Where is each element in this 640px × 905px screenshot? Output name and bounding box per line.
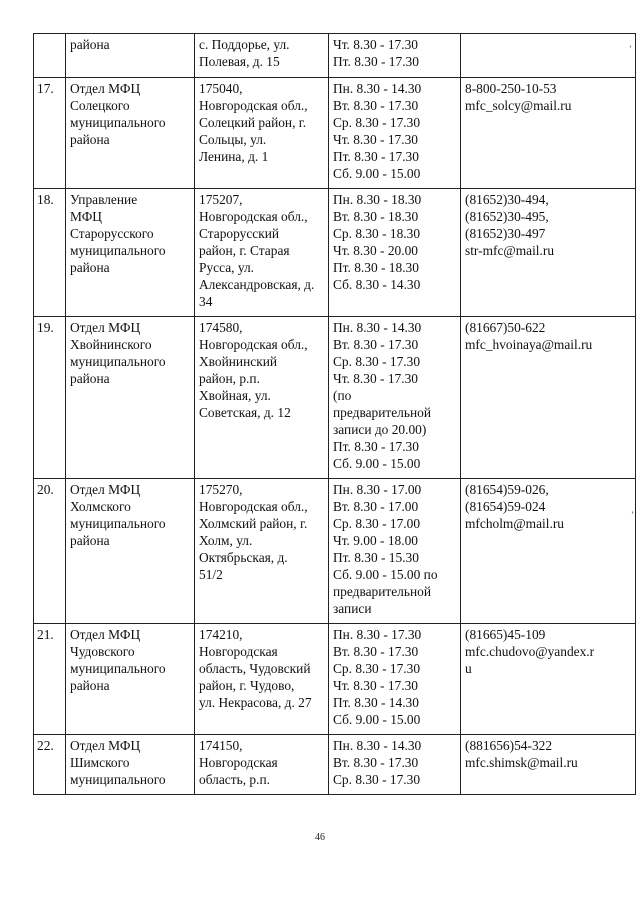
office-name-cell: [66, 735, 195, 795]
hours-line: Пт. 8.30 - 14.30: [333, 695, 419, 710]
hours-line: Пн. 8.30 - 17.30: [333, 627, 422, 642]
address-line: 174150,: [199, 738, 243, 753]
office-name-line: Солецкого: [70, 98, 130, 113]
contacts-cell: [461, 735, 636, 795]
contact-line: mfc.chudovo@yandex.r: [465, 644, 595, 659]
contacts-cell: [461, 317, 636, 479]
hours-line: Вт. 8.30 - 17.30: [333, 755, 419, 770]
office-name-line: Управление: [70, 192, 138, 207]
address-line: Ленина, д. 1: [199, 149, 269, 164]
contact-line: (81665)45-109: [465, 627, 546, 642]
office-name-cell: [66, 189, 195, 317]
address-line: Хвойнинский: [199, 354, 278, 369]
address-line: 51/2: [199, 567, 223, 582]
hours-cell: [329, 189, 461, 317]
hours-line: Пт. 8.30 - 17.30: [333, 439, 419, 454]
hours-line: Ср. 8.30 - 18.30: [333, 226, 421, 241]
hours-line: Вт. 8.30 - 18.30: [333, 209, 419, 224]
address-line: 175207,: [199, 192, 243, 207]
contact-line: (81667)50-622: [465, 320, 546, 335]
office-name-line: Холмского: [70, 499, 131, 514]
address-cell: [195, 189, 329, 317]
office-name-line: района: [70, 260, 110, 275]
contacts-cell: [461, 479, 636, 624]
office-name-line: Чудовского: [70, 644, 135, 659]
contact-line: mfc_hvoinaya@mail.ru: [465, 337, 593, 352]
row-number: 19.: [37, 320, 54, 335]
office-name-line: Отдел МФЦ: [70, 738, 141, 753]
address-line: Хвойная, ул.: [199, 388, 271, 403]
address-line: 174580,: [199, 320, 243, 335]
address-line: Холмский район, г.: [199, 516, 308, 531]
table-row: [34, 735, 636, 795]
address-line: Новгородская обл.,: [199, 98, 308, 113]
office-name-line: Шимского: [70, 755, 130, 770]
hours-line: Вт. 8.30 - 17.30: [333, 337, 419, 352]
address-line: с. Поддорье, ул.: [199, 37, 290, 52]
hours-line: Пт. 8.30 - 17.30: [333, 149, 419, 164]
hours-line: Вт. 8.30 - 17.00: [333, 499, 419, 514]
office-name-line: района: [70, 132, 110, 147]
office-name-cell: [66, 34, 195, 78]
scan-mark: ’: [631, 510, 634, 520]
hours-line: Чт. 8.30 - 17.30: [333, 37, 418, 52]
offices-table-body: [34, 34, 636, 795]
address-line: ул. Некрасова, д. 27: [199, 695, 312, 710]
hours-line: предварительной: [333, 584, 432, 599]
address-line: Октябрьская, д.: [199, 550, 288, 565]
hours-line: (по: [333, 388, 352, 403]
address-cell: [195, 78, 329, 189]
hours-cell: [329, 34, 461, 78]
address-line: область, Чудовский: [199, 661, 311, 676]
hours-line: Сб. 9.00 - 15.00: [333, 456, 421, 471]
hours-line: записи до 20.00): [333, 422, 427, 437]
address-line: 174210,: [199, 627, 243, 642]
address-cell: [195, 735, 329, 795]
office-name-line: муниципального: [70, 243, 166, 258]
hours-line: Пт. 8.30 - 17.30: [333, 54, 419, 69]
row-number-cell: [34, 317, 66, 479]
address-line: Советская, д. 12: [199, 405, 291, 420]
offices-table: [33, 33, 636, 795]
hours-line: Ср. 8.30 - 17.00: [333, 516, 421, 531]
hours-line: Ср. 8.30 - 17.30: [333, 772, 421, 787]
hours-line: Пт. 8.30 - 18.30: [333, 260, 419, 275]
address-line: Холм, ул.: [199, 533, 253, 548]
contact-line: (81652)30-495,: [465, 209, 549, 224]
contact-line: (881656)54-322: [465, 738, 553, 753]
office-name-line: района: [70, 533, 110, 548]
contact-line: (81652)30-497: [465, 226, 546, 241]
contacts-cell: [461, 34, 636, 78]
hours-line: Вт. 8.30 - 17.30: [333, 644, 419, 659]
office-name-line: муниципального: [70, 661, 166, 676]
office-name-line: района: [70, 37, 110, 52]
office-name-cell: [66, 78, 195, 189]
address-line: Новгородская: [199, 755, 278, 770]
address-line: Новгородская обл.,: [199, 337, 308, 352]
office-name-line: района: [70, 678, 110, 693]
office-name-line: Отдел МФЦ: [70, 81, 141, 96]
hours-line: Чт. 8.30 - 17.30: [333, 132, 418, 147]
address-line: район, р.п.: [199, 371, 260, 386]
address-line: Новгородская обл.,: [199, 499, 308, 514]
office-name-line: муниципального: [70, 516, 166, 531]
office-name-cell: [66, 624, 195, 735]
table-row: [34, 78, 636, 189]
address-line: Полевая, д. 15: [199, 54, 280, 69]
hours-line: Пн. 8.30 - 14.30: [333, 738, 422, 753]
hours-cell: [329, 317, 461, 479]
hours-line: Пн. 8.30 - 14.30: [333, 320, 422, 335]
address-cell: [195, 624, 329, 735]
row-number-cell: [34, 189, 66, 317]
address-line: Александровская, д.: [199, 277, 315, 292]
address-line: 175270,: [199, 482, 243, 497]
hours-cell: [329, 624, 461, 735]
address-line: район, г. Старая: [199, 243, 290, 258]
row-number: 18.: [37, 192, 54, 207]
hours-line: Пн. 8.30 - 17.00: [333, 482, 422, 497]
office-name-line: Отдел МФЦ: [70, 482, 141, 497]
row-number: 22.: [37, 738, 54, 753]
contact-line: (81652)30-494,: [465, 192, 549, 207]
table-row: [34, 34, 636, 78]
contact-line: str-mfc@mail.ru: [465, 243, 555, 258]
row-number-cell: [34, 624, 66, 735]
hours-line: Чт. 8.30 - 17.30: [333, 371, 418, 386]
office-name-line: муниципального: [70, 772, 166, 787]
address-line: область, р.п.: [199, 772, 270, 787]
office-name-line: муниципального: [70, 354, 166, 369]
contact-line: u: [465, 661, 472, 676]
address-line: 34: [199, 294, 213, 309]
row-number-cell: [34, 735, 66, 795]
hours-cell: [329, 78, 461, 189]
address-cell: [195, 34, 329, 78]
office-name-line: района: [70, 371, 110, 386]
row-number: 21.: [37, 627, 54, 642]
table-row: [34, 624, 636, 735]
address-line: район, г. Чудово,: [199, 678, 295, 693]
address-cell: [195, 317, 329, 479]
hours-line: предварительной: [333, 405, 432, 420]
hours-line: Пт. 8.30 - 15.30: [333, 550, 419, 565]
row-number: 20.: [37, 482, 54, 497]
address-line: Сольцы, ул.: [199, 132, 267, 147]
hours-line: Пн. 8.30 - 14.30: [333, 81, 422, 96]
office-name-line: Старорусского: [70, 226, 154, 241]
hours-line: Чт. 9.00 - 18.00: [333, 533, 418, 548]
contacts-cell: [461, 189, 636, 317]
address-line: Солецкий район, г.: [199, 115, 307, 130]
row-number-cell: [34, 78, 66, 189]
office-name-line: муниципального: [70, 115, 166, 130]
office-name-line: Отдел МФЦ: [70, 320, 141, 335]
page-number: 46: [315, 832, 325, 843]
scan-mark: ’: [629, 44, 632, 54]
hours-cell: [329, 735, 461, 795]
address-line: Новгородская обл.,: [199, 209, 308, 224]
contact-line: mfc_solcy@mail.ru: [465, 98, 572, 113]
office-name-line: Отдел МФЦ: [70, 627, 141, 642]
hours-line: Ср. 8.30 - 17.30: [333, 354, 421, 369]
hours-cell: [329, 479, 461, 624]
row-number: 17.: [37, 81, 54, 96]
table-row: [34, 317, 636, 479]
office-name-line: Хвойнинского: [70, 337, 152, 352]
hours-line: Пн. 8.30 - 18.30: [333, 192, 422, 207]
hours-line: Вт. 8.30 - 17.30: [333, 98, 419, 113]
office-name-cell: [66, 479, 195, 624]
row-number-cell: [34, 479, 66, 624]
hours-line: Чт. 8.30 - 20.00: [333, 243, 418, 258]
table-row: [34, 189, 636, 317]
contact-line: mfc.shimsk@mail.ru: [465, 755, 578, 770]
contact-line: (81654)59-026,: [465, 482, 549, 497]
hours-line: Сб. 8.30 - 14.30: [333, 277, 421, 292]
office-name-line: МФЦ: [70, 209, 102, 224]
address-cell: [195, 479, 329, 624]
hours-line: записи: [333, 601, 372, 616]
hours-line: Сб. 9.00 - 15.00: [333, 166, 421, 181]
hours-line: Сб. 9.00 - 15.00: [333, 712, 421, 727]
address-line: 175040,: [199, 81, 243, 96]
office-name-cell: [66, 317, 195, 479]
hours-line: Ср. 8.30 - 17.30: [333, 115, 421, 130]
contact-line: 8-800-250-10-53: [465, 81, 557, 96]
table-row: [34, 479, 636, 624]
contact-line: mfcholm@mail.ru: [465, 516, 564, 531]
address-line: Новгородская: [199, 644, 278, 659]
contact-line: (81654)59-024: [465, 499, 546, 514]
hours-line: Чт. 8.30 - 17.30: [333, 678, 418, 693]
hours-line: Сб. 9.00 - 15.00 по: [333, 567, 438, 582]
contacts-cell: [461, 624, 636, 735]
address-line: Старорусский: [199, 226, 280, 241]
hours-line: Ср. 8.30 - 17.30: [333, 661, 421, 676]
address-line: Русса, ул.: [199, 260, 254, 275]
contacts-cell: [461, 78, 636, 189]
row-number-cell: [34, 34, 66, 78]
